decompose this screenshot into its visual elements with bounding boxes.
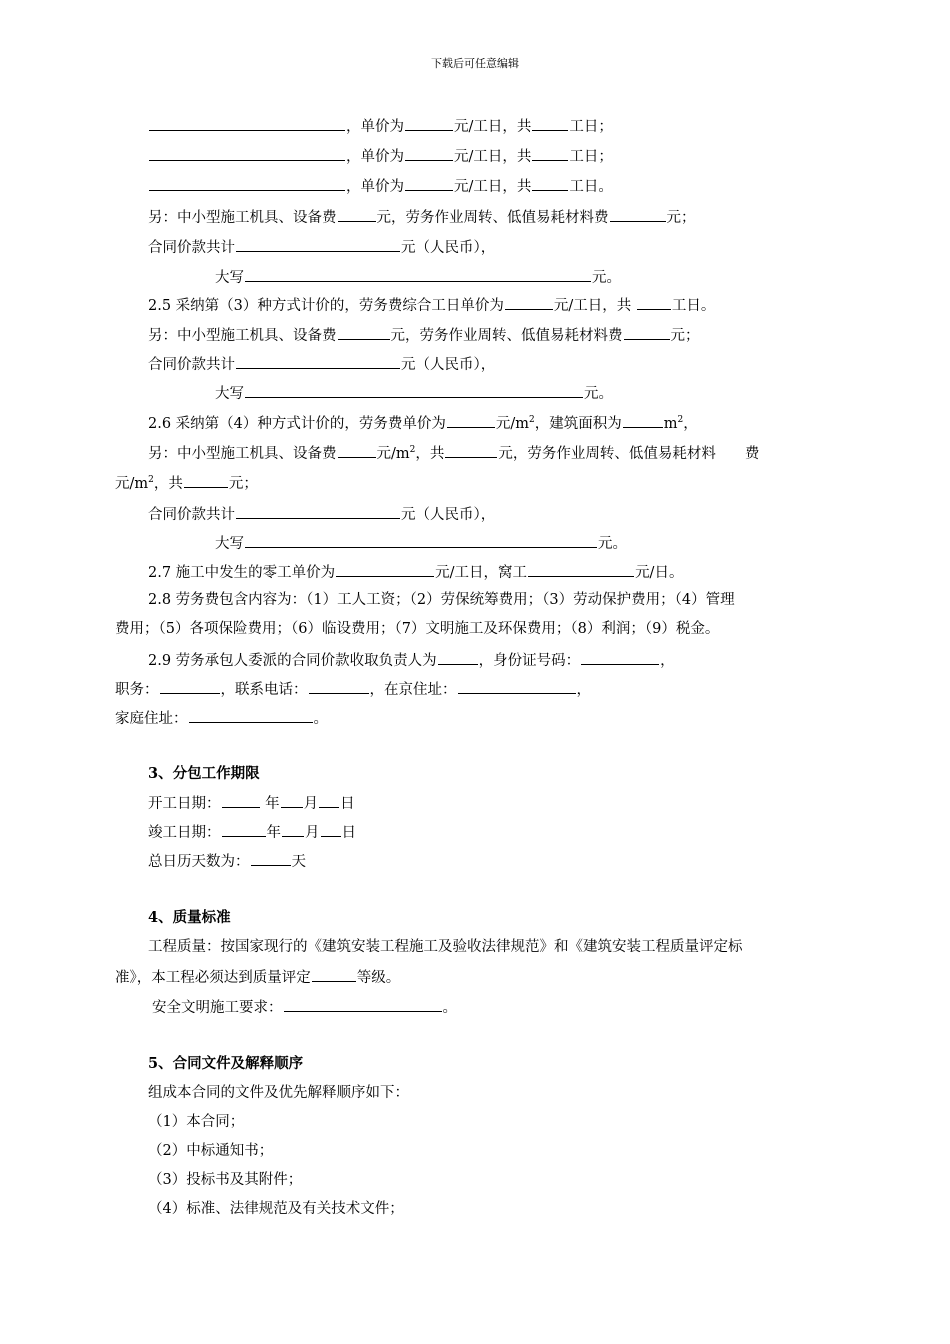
daxie-line-2 [215,382,613,404]
blank-work-type [149,175,345,191]
text: 元，劳务作业周转、低值易耗材料费 [376,210,609,226]
rate-line-1 [148,115,613,137]
text: 元/m [115,476,149,492]
daxie-line-1 [215,266,621,288]
blank [222,821,266,837]
total-line-2 [148,353,495,375]
extras-line-2 [148,324,700,346]
text: 月 [303,796,319,812]
text: 元/日。 [635,565,684,581]
clause-2-6 [148,412,698,434]
blank [189,707,313,723]
rate-line-3 [148,175,613,197]
blank [532,145,568,161]
text: 元/工日，共 [454,119,532,135]
text: 合同价款共计 [148,507,235,523]
text: ，单价为 [346,179,404,195]
start-date-line [148,792,355,814]
text: 日 [341,825,356,841]
text: 工日。 [569,179,613,195]
clause-2-8-line1: 2.8 劳务费包含内容为：（1）工人工资；（2）劳保统筹费用；（3）劳动保护费用；（4）管理 [148,592,735,608]
blank-work-type [149,115,345,131]
text: 职务： [115,682,159,698]
text: 合同价款共计 [148,357,235,373]
text: 元； [666,210,696,226]
total-line-3 [148,503,495,525]
blank [505,294,553,310]
clause-2-6-extras [148,442,759,464]
section-5-intro: 组成本合同的文件及优先解释顺序如下： [148,1085,409,1101]
blank [319,792,339,808]
blank [336,561,434,577]
superscript: 2 [677,415,684,426]
text: ，在京住址： [369,682,457,698]
total-line-1 [148,236,495,258]
blank [281,792,303,808]
blank [405,175,453,191]
blank [236,503,400,519]
text: ，共 [153,476,183,492]
section-5-title: 5、合同文件及解释顺序 [148,1055,304,1072]
text: ，建筑面积为 [534,416,622,432]
superscript: 2 [148,475,154,486]
blank [312,966,356,982]
text: ， [576,682,591,698]
text: ， [660,653,675,669]
text: 元/工日，共 [454,179,532,195]
text: 家庭住址： [115,711,188,727]
text: 元/工日，窝工 [435,565,528,581]
superscript: 2 [409,445,416,456]
text: 元（人民币）， [401,240,496,256]
text: 工日。 [671,298,716,314]
text: 元。 [584,386,613,402]
text: ，身份证号码： [478,653,581,669]
daxie-line-3 [215,532,627,554]
blank [405,145,453,161]
text: 月 [305,825,320,841]
document-item: （1）本合同； [148,1114,245,1130]
quality-line-1: 工程质量：按国家现行的《建筑安装工程施工及验收法律规范》和《建筑安装工程质量评定标 [148,939,743,955]
text: 年 [265,796,280,812]
text: 另：中小型施工机具、设备费 [148,328,337,344]
clause-2-5 [148,294,715,316]
text: 天 [291,854,306,870]
blank [532,115,568,131]
blank [338,442,376,458]
blank [160,678,220,694]
clause-2-8-line2: 费用；（5）各项保险费用；（6）临设费用；（7）文明施工及环保费用；（8）利润；（9）税金。 [115,621,720,637]
text: ，共 [415,446,445,462]
text: 元。 [592,270,621,286]
blank [623,412,663,428]
blank [405,115,453,131]
blank [321,821,341,837]
text: 另：中小型施工机具、设备费 [148,210,337,226]
text: 总日历天数为： [148,854,250,870]
text: 元（人民币）， [401,357,496,373]
text: 另：中小型施工机具、设备费 [148,446,337,462]
text: 元； [670,328,700,344]
page-header: 下载后可任意编辑 [431,57,519,70]
text: m [663,416,678,432]
blank [284,996,442,1012]
blank [309,678,369,694]
blank [282,821,304,837]
blank [245,382,583,398]
text: ，单价为 [346,119,404,135]
blank [236,353,400,369]
blank [532,175,568,191]
text: ，联系电话： [220,682,308,698]
blank [581,649,659,665]
text: 竣工日期： [148,825,221,841]
text: 开工日期： [148,796,221,812]
text: 等级。 [356,970,401,986]
blank [236,236,400,252]
clause-2-9-line2 [115,678,591,700]
blank [184,472,228,488]
text: 年 [266,825,281,841]
blank [445,442,497,458]
blank [338,206,376,222]
text: ，单价为 [346,149,404,165]
quality-line-2 [115,966,400,988]
text: 元（人民币）， [401,507,496,523]
text: 。 [442,1000,457,1016]
clause-2-9-line3 [115,707,328,729]
text: 元，劳务作业周转、低值易耗材料费 [390,328,623,344]
text: 元。 [598,536,627,552]
end-date-line [148,821,356,843]
text: 元/工日，共 [454,149,532,165]
clause-2-7 [148,561,683,583]
text: 工日； [569,119,613,135]
text: 2.6 采纳第（4）种方式计价的，劳务费单价为 [148,416,446,432]
text: 日 [340,796,355,812]
text: 2.7 施工中发生的零工单价为 [148,565,336,581]
superscript: 2 [529,415,535,426]
clause-2-6-extras-cont [115,472,258,494]
text: 元； [228,476,258,492]
total-days-line [148,850,306,872]
text: 大写 [215,270,244,286]
text: 大写 [215,536,244,552]
blank [338,324,390,340]
document-item: （4）标准、法律规范及有关技术文件； [148,1201,404,1217]
text: 2.5 采纳第（3）种方式计价的，劳务费综合工日单价为 [148,298,504,314]
blank [222,792,260,808]
text: 元/工日，共 [553,298,632,314]
text: 大写 [215,386,244,402]
blank [245,532,597,548]
blank [245,266,591,282]
section-3-title: 3、分包工作期限 [148,765,260,782]
blank [447,412,495,428]
blank [251,850,291,866]
rate-line-2 [148,145,613,167]
blank-work-type [149,145,345,161]
text: 安全文明施工要求： [152,1000,283,1016]
safety-line [152,996,457,1018]
document-item: （2）中标通知书； [148,1143,274,1159]
blank [458,678,576,694]
text: 元/m [495,416,530,432]
blank [637,294,671,310]
extras-line-1 [148,206,696,228]
text: 工日； [569,149,613,165]
blank [438,649,478,665]
text: 2.9 劳务承包人委派的合同价款收取负责人为 [148,653,437,669]
blank [528,561,634,577]
text: 合同价款共计 [148,240,235,256]
clause-2-9-line1 [148,649,675,671]
text: 元/m [376,446,410,462]
text: 元，劳务作业周转、低值易耗材料 费 [498,446,760,462]
text: 准》，本工程必须达到质量评定 [115,970,311,986]
blank [624,324,670,340]
blank [610,206,666,222]
text: 。 [313,711,328,727]
text: ， [683,416,698,432]
section-4-title: 4、质量标准 [148,909,231,926]
document-item: （3）投标书及其附件； [148,1172,303,1188]
